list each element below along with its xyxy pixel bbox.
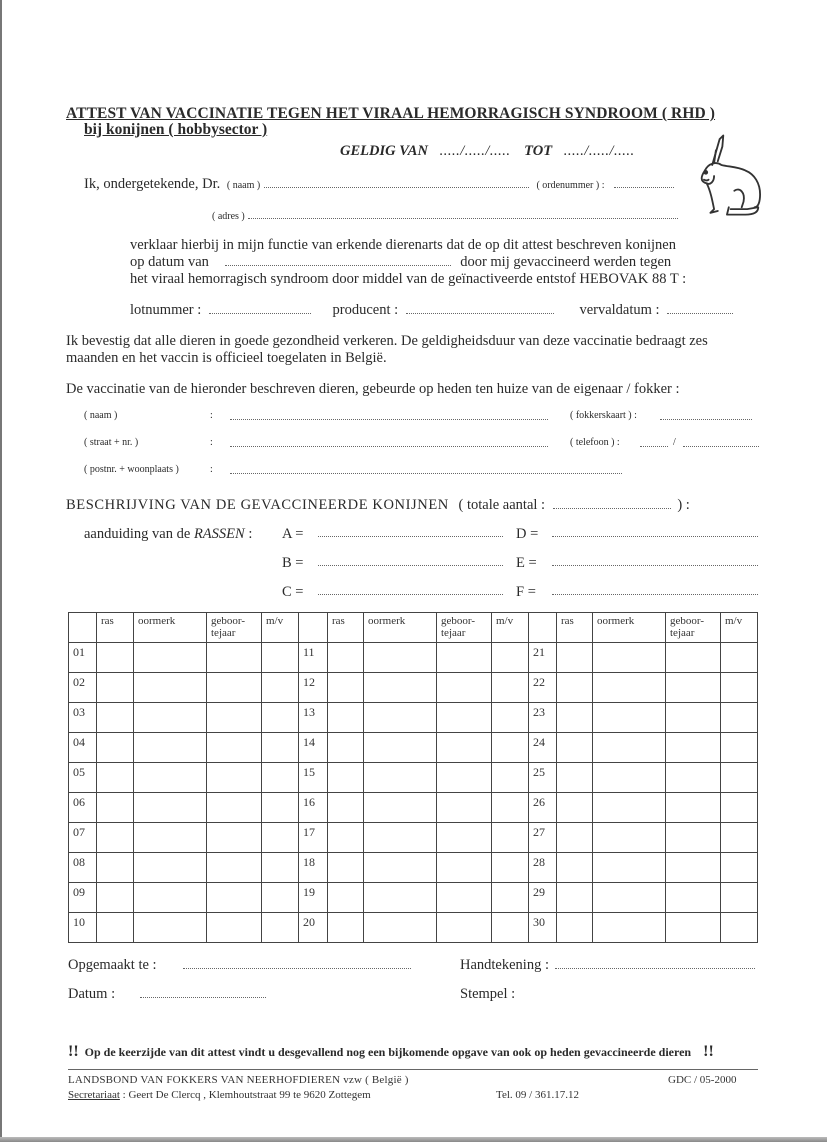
place-label: Opgemaakt te : [68,957,157,973]
sex-cell[interactable] [721,823,758,853]
row-number: 06 [69,793,97,823]
birth-year-cell[interactable] [207,763,262,793]
notice-text: Op de keerzijde van dit attest vindt u desgevallend nog een bijkomende opgave van ook op heden gevaccineerde dieren [84,1045,692,1059]
ear-tag-cell[interactable] [364,733,437,763]
sex-cell[interactable] [262,673,299,703]
row-number: 26 [529,793,557,823]
breed-cell[interactable] [97,733,134,763]
sex-cell[interactable] [262,823,299,853]
breed-cell[interactable] [557,913,593,943]
ear-tag-cell[interactable] [364,913,437,943]
breeds-label-italic: RASSEN [193,526,245,542]
breed-cell[interactable] [557,883,593,913]
table-row [69,733,758,763]
ear-tag-cell[interactable] [134,703,207,733]
breed-a-key: A = [282,526,304,542]
ear-tag-cell[interactable] [134,913,207,943]
rabbit-table [68,612,758,943]
ear-tag-cell[interactable] [364,883,437,913]
birth-year-cell[interactable] [666,883,721,913]
ear-tag-cell[interactable] [593,883,666,913]
breed-d-key: D = [516,526,539,542]
row-number: 30 [529,913,557,943]
birth-year-cell[interactable] [666,823,721,853]
declaration-line-3: het viraal hemorragisch syndroom door middel van de geïnactiveerde entstof HEBOVAK 88 T : [130,271,687,287]
row-number: 08 [69,853,97,883]
rabbit-icon [692,128,784,224]
birth-year-cell[interactable] [437,823,492,853]
breed-cell[interactable] [97,793,134,823]
colon: : [210,464,213,475]
secretariat-address: : Geert De Clercq , Klemhoutstraat 99 te 9620 Zottegem [122,1089,371,1101]
row-number: 11 [299,643,328,673]
header-birth-year-1: geboor- [670,615,704,627]
header-ear-tag: oormerk [364,613,437,643]
scan-edge-bottom [0,1137,827,1142]
sex-cell[interactable] [262,643,299,673]
header-sex: m/v [262,613,299,643]
ear-tag-cell[interactable] [364,853,437,883]
breed-cell[interactable] [97,643,134,673]
breed-cell[interactable] [557,703,593,733]
header-birth-year-2: tejaar [670,627,695,639]
sex-cell[interactable] [262,883,299,913]
phone-number-field[interactable] [683,435,759,447]
row-number: 10 [69,913,97,943]
breed-cell[interactable] [328,703,364,733]
birth-year-cell[interactable] [207,733,262,763]
breed-cell[interactable] [557,733,593,763]
birth-year-cell[interactable] [207,643,262,673]
sex-cell[interactable] [262,793,299,823]
sex-cell[interactable] [721,883,758,913]
birth-year-cell[interactable] [207,823,262,853]
header-birth-year-2: tejaar [211,627,236,639]
vaccination-date-label: op datum van [130,254,209,270]
header-sex: m/v [492,613,529,643]
sex-cell[interactable] [721,703,758,733]
ear-tag-cell[interactable] [593,643,666,673]
header-breed: ras [557,613,593,643]
table-row [69,853,758,883]
birth-year-cell[interactable] [207,913,262,943]
row-number: 13 [299,703,328,733]
vet-address-field[interactable] [248,207,678,219]
document-title: ATTEST VAN VACCINATIE TEGEN HET VIRAAL HEMORRAGISCH SYNDROOM ( RHD ) [66,105,716,122]
birth-year-cell[interactable] [437,733,492,763]
row-number: 20 [299,913,328,943]
sex-cell[interactable] [721,763,758,793]
birth-year-cell[interactable] [437,673,492,703]
secretariat-label: Secretariaat [68,1089,120,1101]
phone-prefix-field[interactable] [640,435,668,447]
confirmation-text-2: maanden en het vaccin is officieel toegelaten in België. [66,350,387,366]
ear-tag-cell[interactable] [364,823,437,853]
breed-e-key: E = [516,555,537,571]
row-number: 17 [299,823,328,853]
signature-field[interactable] [555,957,755,969]
sex-cell[interactable] [721,733,758,763]
breed-cell[interactable] [328,913,364,943]
ear-tag-cell[interactable] [134,883,207,913]
breed-cell[interactable] [97,913,134,943]
breed-cell[interactable] [328,823,364,853]
sex-cell[interactable] [721,913,758,943]
validity-period [340,143,635,160]
birth-year-cell[interactable] [207,673,262,703]
ear-tag-cell[interactable] [134,643,207,673]
header-number [529,613,557,643]
breed-d-field[interactable] [552,525,758,537]
row-number: 04 [69,733,97,763]
breed-cell[interactable] [328,763,364,793]
date-label: Datum : [68,986,116,1002]
birth-year-cell[interactable] [437,793,492,823]
expiry-date-label: vervaldatum : [579,302,660,318]
header-number [299,613,328,643]
form-code: GDC / 05-2000 [668,1074,737,1086]
ear-tag-cell[interactable] [364,703,437,733]
sex-cell[interactable] [721,673,758,703]
sex-cell[interactable] [492,883,529,913]
birth-year-cell[interactable] [666,763,721,793]
total-count-field[interactable] [553,497,671,509]
header-ear-tag: oormerk [134,613,207,643]
sex-cell[interactable] [262,763,299,793]
row-number: 21 [529,643,557,673]
owner-street-field[interactable] [230,435,548,447]
secretariat-row [68,1089,371,1101]
ear-tag-cell[interactable] [364,763,437,793]
birth-year-cell[interactable] [437,703,492,733]
sex-cell[interactable] [492,913,529,943]
breed-f-field[interactable] [552,583,758,595]
row-number: 28 [529,853,557,883]
ear-tag-cell[interactable] [134,673,207,703]
birth-year-cell[interactable] [666,793,721,823]
birth-year-cell[interactable] [666,853,721,883]
ear-tag-cell[interactable] [593,823,666,853]
total-count-label: ( totale aantal : [458,497,546,513]
row-number: 29 [529,883,557,913]
breeds-label [84,526,252,543]
breed-cell[interactable] [557,643,593,673]
owner-city-field[interactable] [230,462,622,474]
valid-to-label: TOT [524,143,553,159]
sex-cell[interactable] [721,643,758,673]
birth-year-cell[interactable] [207,853,262,883]
breed-cell[interactable] [328,793,364,823]
ear-tag-cell[interactable] [593,913,666,943]
valid-from-field[interactable]: ...../...../..... [439,143,511,159]
place-field[interactable] [183,957,411,969]
vet-name-row [84,176,674,193]
table-header-row [69,613,758,643]
header-breed: ras [97,613,134,643]
row-number: 05 [69,763,97,793]
vet-intro-label: Ik, ondergetekende, Dr. [84,176,221,192]
row-number: 01 [69,643,97,673]
vaccination-date-field[interactable] [225,254,451,266]
date-field[interactable] [140,986,266,998]
breed-cell[interactable] [328,883,364,913]
breed-e-field[interactable] [552,554,758,566]
breed-cell[interactable] [557,823,593,853]
row-number: 19 [299,883,328,913]
table-row [69,643,758,673]
table-row [69,673,758,703]
ear-tag-cell[interactable] [593,763,666,793]
reverse-side-notice [68,1043,714,1061]
total-count-suffix: ) : [677,497,690,513]
breed-cell[interactable] [328,733,364,763]
confirmation-text-1: Ik bevestig dat alle dieren in goede gezondheid verkeren. De geldigheidsduur van deze vaccinatie bedraagt zes [66,333,708,349]
birth-year-cell[interactable] [437,643,492,673]
lot-number-label: lotnummer : [130,302,202,318]
organization-name: LANDSBOND VAN FOKKERS VAN NEERHOFDIEREN vzw ( België ) [68,1074,409,1086]
row-number: 03 [69,703,97,733]
header-ear-tag: oormerk [593,613,666,643]
row-number: 27 [529,823,557,853]
birth-year-cell[interactable] [666,913,721,943]
owner-name-field[interactable] [230,408,548,420]
table-row [69,913,758,943]
row-number: 14 [299,733,328,763]
breeds-label-suffix: : [248,526,253,542]
row-number: 25 [529,763,557,793]
vaccine-details-row [130,302,733,319]
breed-cell[interactable] [557,793,593,823]
header-birth-year [207,613,262,643]
confirmation-text-3: De vaccinatie van de hieronder beschreven dieren, gebeurde op heden ten huize van de eigenaar / fokker : [66,381,680,397]
breeds-label-prefix: aanduiding van de [84,526,191,542]
valid-to-field[interactable]: ...../...../..... [563,143,635,159]
breed-c-field[interactable] [318,583,503,595]
breed-c-key: C = [282,584,304,600]
phone-separator: / [673,437,676,448]
sex-cell[interactable] [262,913,299,943]
stamp-label: Stempel : [460,986,516,1002]
header-number [69,613,97,643]
birth-year-cell[interactable] [207,703,262,733]
birth-year-cell[interactable] [666,733,721,763]
declaration-line-2-suffix: door mij gevaccineerd werden tegen [460,254,672,270]
sex-cell[interactable] [262,733,299,763]
breed-f-key: F = [516,584,536,600]
ear-tag-cell[interactable] [593,853,666,883]
document-subtitle: bij konijnen ( hobbysector ) [84,121,268,138]
ear-tag-cell[interactable] [134,793,207,823]
colon: : [210,437,213,448]
sex-cell[interactable] [492,673,529,703]
header-breed: ras [328,613,364,643]
header-birth-year [437,613,492,643]
row-number: 07 [69,823,97,853]
breed-cell[interactable] [328,643,364,673]
sex-cell[interactable] [262,853,299,883]
breed-cell[interactable] [97,883,134,913]
producer-field[interactable] [406,302,554,314]
signature-label: Handtekening : [460,957,549,973]
sex-cell[interactable] [492,853,529,883]
description-heading: BESCHRIJVING VAN DE GEVACCINEERDE KONIJNEN [66,497,449,513]
ear-tag-cell[interactable] [364,643,437,673]
stamp-area[interactable] [530,982,755,1022]
vet-address-row [212,207,678,224]
secretariat-phone: Tel. 09 / 361.17.12 [496,1089,579,1101]
birth-year-cell[interactable] [666,703,721,733]
breed-cell[interactable] [97,853,134,883]
sex-cell[interactable] [492,733,529,763]
table-row [69,763,758,793]
table-row [69,793,758,823]
row-number: 22 [529,673,557,703]
ear-tag-cell[interactable] [134,763,207,793]
sex-cell[interactable] [721,793,758,823]
owner-street-label: ( straat + nr. ) [84,437,139,448]
breed-cell[interactable] [328,853,364,883]
header-birth-year-1: geboor- [441,615,475,627]
header-birth-year-2: tejaar [441,627,466,639]
header-sex: m/v [721,613,758,643]
breed-cell[interactable] [557,673,593,703]
vet-name-field[interactable] [264,176,529,188]
valid-from-label: GELDIG VAN [340,143,428,159]
birth-year-cell[interactable] [437,853,492,883]
vet-order-label: ( ordenummer ) : [536,180,605,191]
sex-cell[interactable] [262,703,299,733]
footer-divider [68,1069,758,1070]
ear-tag-cell[interactable] [593,673,666,703]
birth-year-cell[interactable] [437,913,492,943]
header-birth-year-1: geboor- [211,615,245,627]
producer-label: producent : [332,302,399,318]
table-row [69,703,758,733]
declaration-line-2 [130,254,671,271]
birth-year-cell[interactable] [437,763,492,793]
breeder-card-label: ( fokkerskaart ) : [570,410,637,421]
breed-cell[interactable] [557,853,593,883]
header-birth-year [666,613,721,643]
owner-name-label: ( naam ) [84,410,118,421]
vet-address-label: ( adres ) [212,211,245,222]
row-number: 12 [299,673,328,703]
vet-order-field[interactable] [614,176,674,188]
ear-tag-cell[interactable] [134,823,207,853]
lot-number-field[interactable] [209,302,311,314]
row-number: 23 [529,703,557,733]
birth-year-cell[interactable] [666,673,721,703]
expiry-date-field[interactable] [667,302,733,314]
owner-city-label: ( postnr. + woonplaats ) [84,464,179,475]
breed-cell[interactable] [97,763,134,793]
birth-year-cell[interactable] [207,793,262,823]
exclamation-icon: !! [703,1043,714,1060]
breed-cell[interactable] [328,673,364,703]
birth-year-cell[interactable] [437,883,492,913]
sex-cell[interactable] [492,793,529,823]
ear-tag-cell[interactable] [593,793,666,823]
row-number: 24 [529,733,557,763]
row-number: 16 [299,793,328,823]
description-heading-row [66,497,690,514]
breed-cell[interactable] [557,763,593,793]
breed-b-field[interactable] [318,554,503,566]
vet-name-label: ( naam ) [226,180,261,191]
breed-cell[interactable] [97,703,134,733]
sex-cell[interactable] [492,703,529,733]
row-number: 15 [299,763,328,793]
exclamation-icon: !! [68,1043,79,1060]
phone-label: ( telefoon ) : [570,437,620,448]
breed-a-field[interactable] [318,525,503,537]
ear-tag-cell[interactable] [134,853,207,883]
row-number: 02 [69,673,97,703]
declaration-line-1: verklaar hierbij in mijn functie van erkende dierenarts dat de op dit attest beschreven konijnen [130,237,676,253]
ear-tag-cell[interactable] [134,733,207,763]
ear-tag-cell[interactable] [593,733,666,763]
row-number: 18 [299,853,328,883]
scan-edge-left [0,0,2,1142]
ear-tag-cell[interactable] [593,703,666,733]
breed-cell[interactable] [97,673,134,703]
table-row [69,883,758,913]
colon: : [210,410,213,421]
breeder-card-field[interactable] [660,408,752,420]
breed-cell[interactable] [97,823,134,853]
breed-b-key: B = [282,555,304,571]
ear-tag-cell[interactable] [364,673,437,703]
sex-cell[interactable] [492,643,529,673]
table-row [69,823,758,853]
birth-year-cell[interactable] [666,643,721,673]
row-number: 09 [69,883,97,913]
ear-tag-cell[interactable] [364,793,437,823]
sex-cell[interactable] [721,853,758,883]
sex-cell[interactable] [492,763,529,793]
birth-year-cell[interactable] [207,883,262,913]
sex-cell[interactable] [492,823,529,853]
